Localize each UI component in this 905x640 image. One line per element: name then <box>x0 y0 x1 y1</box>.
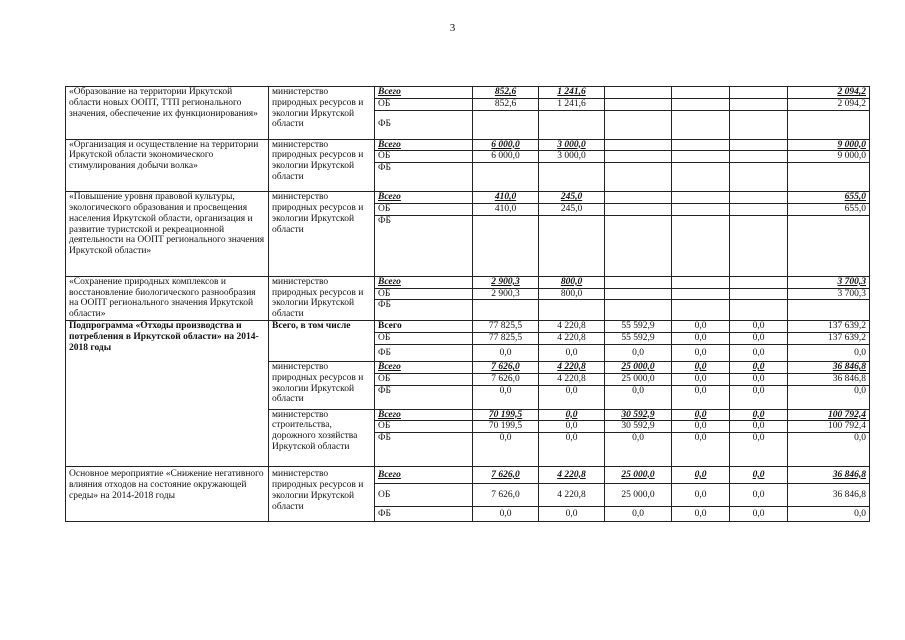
value-cell: 4 220,8 <box>539 361 605 373</box>
value-cell <box>730 163 788 192</box>
value-cell: 0,0 <box>730 361 788 373</box>
value-cell <box>730 215 788 276</box>
value-cell <box>605 87 672 99</box>
value-cell <box>605 163 672 192</box>
value-cell: 77 825,5 <box>473 333 539 345</box>
value-cell: 0,0 <box>605 344 672 361</box>
total-cell: 9 000,0 <box>788 151 870 163</box>
funding-label: ФБ <box>375 507 473 522</box>
value-cell: 0,0 <box>539 409 605 421</box>
value-cell: 0,0 <box>539 344 605 361</box>
value-cell: 0,0 <box>473 344 539 361</box>
table-row <box>66 192 870 204</box>
value-cell: 0,0 <box>730 467 788 484</box>
value-cell: 0,0 <box>672 344 730 361</box>
funding-label: Всего <box>375 321 473 333</box>
funding-label: ОБ <box>375 421 473 433</box>
value-cell <box>730 110 788 139</box>
executor-name: министерство природных ресурсов и экологии Иркутской области <box>269 192 375 277</box>
funding-label: Всего <box>375 467 473 484</box>
value-cell <box>672 110 730 139</box>
value-cell: 25 000,0 <box>605 361 672 373</box>
value-cell <box>730 151 788 163</box>
value-cell <box>672 276 730 288</box>
budget-table <box>65 86 870 522</box>
total-cell: 0,0 <box>788 385 870 409</box>
funding-label: ОБ <box>375 151 473 163</box>
value-cell: 6 000,0 <box>473 139 539 151</box>
value-cell: 0,0 <box>730 385 788 409</box>
value-cell: 0,0 <box>730 421 788 433</box>
value-cell: 0,0 <box>672 361 730 373</box>
value-cell <box>672 203 730 215</box>
value-cell: 0,0 <box>473 507 539 522</box>
value-cell: 55 592,9 <box>605 321 672 333</box>
funding-label: ОБ <box>375 98 473 110</box>
value-cell <box>605 288 672 300</box>
value-cell: 0,0 <box>672 507 730 522</box>
value-cell <box>473 300 539 321</box>
activity-name: «Повышение уровня правовой культуры, экологического образования и просвещения населения Иркутской области, организация и развитие туристской и рекреационной деятельности на ООПТ регионального значения Иркутской области» <box>66 192 269 277</box>
value-cell <box>605 110 672 139</box>
value-cell: 0,0 <box>539 507 605 522</box>
value-cell: 1 241,6 <box>539 87 605 99</box>
activity-name: «Организация и осуществление на территории Иркутской области экономического стимулирования добычи волка» <box>66 139 269 192</box>
total-cell: 36 846,8 <box>788 467 870 484</box>
funding-label: ФБ <box>375 110 473 139</box>
value-cell: 0,0 <box>672 333 730 345</box>
value-cell: 1 241,6 <box>539 98 605 110</box>
value-cell: 0,0 <box>672 409 730 421</box>
value-cell <box>473 215 539 276</box>
value-cell: 852,6 <box>473 87 539 99</box>
value-cell: 30 592,9 <box>605 409 672 421</box>
value-cell: 4 220,8 <box>539 333 605 345</box>
total-cell: 2 094,2 <box>788 98 870 110</box>
value-cell: 0,0 <box>672 385 730 409</box>
value-cell: 70 199,5 <box>473 421 539 433</box>
value-cell: 7 626,0 <box>473 467 539 484</box>
value-cell <box>605 151 672 163</box>
funding-label: Всего <box>375 361 473 373</box>
value-cell: 0,0 <box>672 433 730 467</box>
subprogram-name: Подпрограмма «Отходы производства и потребления в Иркутской области» на 2014-2018 годы <box>66 321 269 467</box>
funding-label: ФБ <box>375 344 473 361</box>
total-cell: 655,0 <box>788 203 870 215</box>
value-cell <box>605 139 672 151</box>
value-cell: 0,0 <box>730 321 788 333</box>
total-cell: 9 000,0 <box>788 139 870 151</box>
funding-label: ОБ <box>375 288 473 300</box>
funding-label: ОБ <box>375 373 473 385</box>
value-cell: 0,0 <box>672 373 730 385</box>
value-cell <box>672 87 730 99</box>
executor-name: министерство природных ресурсов и экологии Иркутской области <box>269 467 375 522</box>
value-cell: 0,0 <box>730 433 788 467</box>
value-cell: 25 000,0 <box>605 484 672 507</box>
executor-name: министерство природных ресурсов и экологии Иркутской области <box>269 139 375 192</box>
total-cell: 0,0 <box>788 344 870 361</box>
value-cell <box>605 98 672 110</box>
funding-label: ОБ <box>375 203 473 215</box>
value-cell: 6 000,0 <box>473 151 539 163</box>
value-cell <box>473 110 539 139</box>
value-cell: 0,0 <box>730 507 788 522</box>
total-cell: 36 846,8 <box>788 373 870 385</box>
activity-name: «Образование на территории Иркутской области новых ООПТ, ТТП регионального значения, обеспечение их функционирования» <box>66 87 269 140</box>
total-cell: 137 639,2 <box>788 321 870 333</box>
value-cell: 3 000,0 <box>539 151 605 163</box>
value-cell <box>730 192 788 204</box>
total-cell: 0,0 <box>788 433 870 467</box>
value-cell: 0,0 <box>730 409 788 421</box>
funding-label: Всего <box>375 139 473 151</box>
executor-name: министерство строительства, дорожного хозяйства Иркутской области <box>269 409 375 467</box>
value-cell <box>605 215 672 276</box>
value-cell: 7 626,0 <box>473 361 539 373</box>
value-cell <box>672 163 730 192</box>
value-cell <box>672 139 730 151</box>
value-cell: 0,0 <box>539 385 605 409</box>
funding-label: ФБ <box>375 300 473 321</box>
value-cell: 0,0 <box>539 421 605 433</box>
value-cell: 0,0 <box>672 484 730 507</box>
value-cell <box>730 98 788 110</box>
table-row <box>66 139 870 151</box>
value-cell: 0,0 <box>605 433 672 467</box>
value-cell: 410,0 <box>473 203 539 215</box>
value-cell: 4 220,8 <box>539 321 605 333</box>
funding-label: Всего <box>375 276 473 288</box>
value-cell: 25 000,0 <box>605 467 672 484</box>
main-activity-name: Основное мероприятие «Снижение негативного влияния отходов на состояние окружающей среды» на 2014-2018 годы <box>66 467 269 522</box>
value-cell: 30 592,9 <box>605 421 672 433</box>
value-cell: 0,0 <box>730 344 788 361</box>
value-cell: 0,0 <box>605 507 672 522</box>
table-row <box>66 87 870 99</box>
total-cell: 3 700,3 <box>788 288 870 300</box>
value-cell: 4 220,8 <box>539 484 605 507</box>
value-cell: 0,0 <box>473 433 539 467</box>
value-cell: 0,0 <box>672 467 730 484</box>
value-cell <box>539 300 605 321</box>
value-cell <box>605 276 672 288</box>
table-row <box>66 276 870 288</box>
value-cell: 0,0 <box>672 421 730 433</box>
value-cell <box>730 87 788 99</box>
total-cell <box>788 163 870 192</box>
total-cell: 100 792,4 <box>788 421 870 433</box>
value-cell: 0,0 <box>730 333 788 345</box>
funding-label: ФБ <box>375 433 473 467</box>
total-cell <box>788 110 870 139</box>
value-cell <box>539 215 605 276</box>
value-cell <box>605 300 672 321</box>
funding-label: Всего <box>375 409 473 421</box>
value-cell: 77 825,5 <box>473 321 539 333</box>
executor-name: Всего, в том числе <box>269 321 375 362</box>
value-cell: 4 220,8 <box>539 373 605 385</box>
funding-label: Всего <box>375 192 473 204</box>
value-cell: 3 000,0 <box>539 139 605 151</box>
value-cell <box>672 151 730 163</box>
total-cell: 137 639,2 <box>788 333 870 345</box>
value-cell: 0,0 <box>730 373 788 385</box>
value-cell: 2 900,3 <box>473 276 539 288</box>
total-cell: 100 792,4 <box>788 409 870 421</box>
value-cell: 70 199,5 <box>473 409 539 421</box>
value-cell: 55 592,9 <box>605 333 672 345</box>
value-cell <box>672 192 730 204</box>
total-cell: 36 846,8 <box>788 361 870 373</box>
value-cell: 0,0 <box>672 321 730 333</box>
value-cell: 2 900,3 <box>473 288 539 300</box>
total-cell: 36 846,8 <box>788 484 870 507</box>
table-row <box>66 321 870 333</box>
total-cell <box>788 300 870 321</box>
funding-label: ФБ <box>375 163 473 192</box>
total-cell: 655,0 <box>788 192 870 204</box>
value-cell <box>672 288 730 300</box>
value-cell: 0,0 <box>539 433 605 467</box>
value-cell <box>730 288 788 300</box>
value-cell: 4 220,8 <box>539 467 605 484</box>
value-cell: 245,0 <box>539 203 605 215</box>
value-cell: 7 626,0 <box>473 373 539 385</box>
value-cell <box>539 163 605 192</box>
funding-label: ОБ <box>375 484 473 507</box>
total-cell: 3 700,3 <box>788 276 870 288</box>
value-cell: 410,0 <box>473 192 539 204</box>
value-cell <box>730 300 788 321</box>
executor-name: министерство природных ресурсов и экологии Иркутской области <box>269 361 375 409</box>
page-number: 3 <box>449 22 456 34</box>
activity-name: «Сохранение природных комплексов и восстановление биологического разнообразия на ООПТ регионального значения Иркутской области» <box>66 276 269 321</box>
funding-label: ФБ <box>375 215 473 276</box>
value-cell: 7 626,0 <box>473 484 539 507</box>
value-cell <box>473 163 539 192</box>
value-cell: 800,0 <box>539 276 605 288</box>
executor-name: министерство природных ресурсов и экологии Иркутской области <box>269 276 375 321</box>
value-cell <box>539 110 605 139</box>
value-cell <box>730 139 788 151</box>
value-cell <box>672 300 730 321</box>
value-cell <box>730 276 788 288</box>
value-cell <box>672 215 730 276</box>
value-cell <box>730 203 788 215</box>
funding-label: Всего <box>375 87 473 99</box>
value-cell: 0,0 <box>730 484 788 507</box>
total-cell: 0,0 <box>788 507 870 522</box>
value-cell: 25 000,0 <box>605 373 672 385</box>
funding-label: ОБ <box>375 333 473 345</box>
total-cell: 2 094,2 <box>788 87 870 99</box>
value-cell: 0,0 <box>473 385 539 409</box>
executor-name: министерство природных ресурсов и экологии Иркутской области <box>269 87 375 140</box>
value-cell <box>605 192 672 204</box>
value-cell: 800,0 <box>539 288 605 300</box>
funding-label: ФБ <box>375 385 473 409</box>
value-cell: 245,0 <box>539 192 605 204</box>
table-row <box>66 467 870 484</box>
value-cell: 0,0 <box>605 385 672 409</box>
total-cell <box>788 215 870 276</box>
value-cell <box>605 203 672 215</box>
value-cell <box>672 98 730 110</box>
value-cell: 852,6 <box>473 98 539 110</box>
